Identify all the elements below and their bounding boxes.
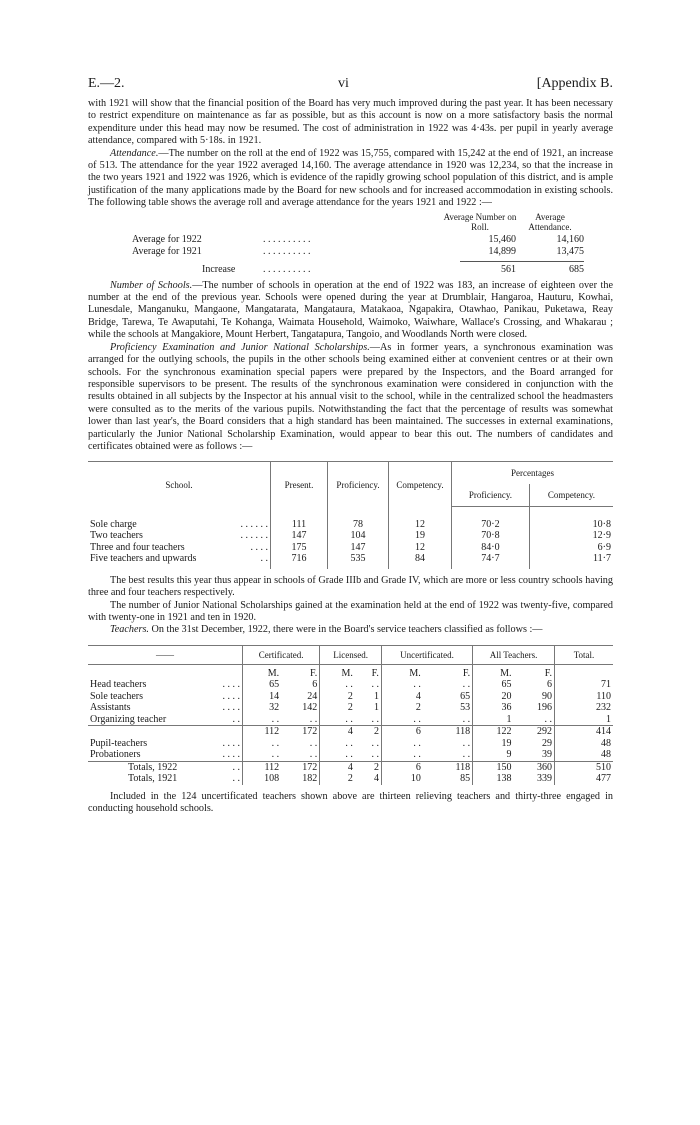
school-type: Five teachers and upwards (90, 553, 197, 565)
f-label: F. (544, 667, 552, 679)
lm-cell: . . (320, 714, 355, 726)
table-row (88, 773, 613, 785)
leader-dots: . . (232, 713, 240, 725)
leader-dots: . . (232, 773, 240, 785)
table-row (88, 519, 613, 531)
af-cell: 29 (542, 737, 552, 749)
col-all-teachers: All Teachers. (473, 645, 555, 664)
paragraph-scholarships: The number of Junior National Scholarships gained at the examination held at the end of 1922 was twenty-five, compared with twenty-one in 1921 and ten in 1920. (88, 599, 613, 624)
lm-cell: 2 (320, 773, 355, 785)
table-row (88, 553, 613, 565)
leader-dots: . . . . . . . . . . (263, 263, 311, 275)
teachers-heading: Teachers. (110, 624, 149, 636)
cm-cell: 65 (243, 679, 282, 691)
um-cell: 6 (381, 761, 422, 773)
um-cell: . . (381, 749, 422, 761)
header-right: [Appendix B. (536, 76, 613, 91)
present-cell: 147 (271, 530, 328, 542)
af-cell: 6 (547, 679, 552, 691)
m-label: M. (243, 664, 282, 679)
uf-cell: . . (462, 737, 471, 749)
paragraph-proficiency (88, 342, 613, 454)
teachers-subtotal (88, 726, 613, 738)
proficiency-cell: 104 (328, 530, 389, 542)
row-label: Pupil-teachers (90, 737, 148, 749)
col-present: Present. (271, 462, 328, 507)
increase-label: Increase (202, 263, 236, 275)
um-cell: 2 (381, 702, 422, 714)
row-label: Assistants (90, 702, 131, 714)
um-cell: 4 (381, 691, 422, 703)
col-certificated: Certificated. (243, 645, 320, 664)
leader-dots: . . . . (222, 749, 240, 761)
table-row (88, 761, 613, 773)
col-blank: —— (88, 645, 243, 664)
af-cell: 339 (537, 773, 552, 785)
cf-cell: . . (309, 713, 318, 725)
present-cell: 111 (271, 519, 328, 531)
table-row (88, 530, 613, 542)
row-label: Probationers (90, 749, 141, 761)
pct-competency-cell: 12·9 (529, 530, 613, 542)
af-cell: 90 (542, 690, 552, 702)
table-row (88, 679, 613, 691)
um-cell: . . (381, 714, 422, 726)
pct-proficiency-cell: 70·8 (452, 530, 530, 542)
leader-dots: . . . . . . . . . . (263, 245, 311, 257)
t-cell: 110 (555, 691, 614, 703)
attendance-col-roll: Average Number on Roll. (443, 211, 517, 232)
af-cell: 196 (537, 702, 552, 714)
lm-cell: . . (320, 679, 355, 691)
school-type: Sole charge (90, 518, 137, 530)
attendance-row (88, 234, 613, 246)
am-cell: 1 (473, 714, 514, 726)
uf-cell: . . (462, 749, 471, 761)
cm-cell: . . (243, 749, 282, 761)
leader-dots: . . . . (222, 679, 240, 691)
leader-dots: . . . . . . (240, 530, 268, 542)
lf-cell: 1 (373, 702, 379, 714)
leader-dots: . . (232, 761, 240, 773)
page-header (88, 76, 613, 98)
am-cell: 122 (473, 726, 514, 738)
attendance-row (88, 246, 613, 258)
attendance-col-att: Average Attendance. (528, 211, 572, 232)
t-cell: 232 (555, 702, 614, 714)
leader-dots: . . . . . . (240, 518, 268, 530)
f-label: F. (309, 667, 318, 679)
proficiency-cell: 78 (328, 519, 389, 531)
am-cell: 150 (473, 761, 514, 773)
t-cell: 477 (555, 773, 614, 785)
school-type: Three and four teachers (90, 541, 185, 553)
table-row (88, 714, 613, 726)
teachers-table (88, 645, 613, 785)
f-label: F. (462, 667, 471, 679)
lf-cell: 2 (355, 726, 382, 738)
col-pct-competency: Competency. (529, 484, 613, 507)
col-proficiency: Proficiency. (328, 462, 389, 507)
paragraph-schools (88, 280, 613, 342)
row-label: Average for 1921 (132, 245, 202, 257)
table-row (88, 702, 613, 714)
lf-cell: . . (371, 737, 379, 749)
am-cell: 20 (473, 691, 514, 703)
uf-cell: . . (462, 713, 471, 725)
col-total: Total. (555, 645, 614, 664)
school-type: Two teachers (90, 530, 143, 542)
am-cell: 19 (473, 738, 514, 750)
am-cell: 138 (473, 773, 514, 785)
row-label: Totals, 1921 (128, 773, 178, 785)
um-cell: . . (381, 738, 422, 750)
t-cell: 48 (555, 738, 614, 750)
competency-cell: 84 (389, 553, 452, 565)
attendance-heading: Attendance. (110, 147, 159, 159)
table-row (88, 726, 613, 738)
col-school: School. (88, 462, 271, 507)
cm-cell: 14 (243, 691, 282, 703)
competency-cell: 12 (389, 542, 452, 554)
paragraph-teachers (88, 624, 613, 636)
pct-proficiency-cell: 84·0 (452, 542, 530, 554)
cm-cell: 108 (243, 773, 282, 785)
lf-cell: . . (371, 679, 379, 691)
t-cell: 71 (555, 679, 614, 691)
cf-cell: 6 (312, 679, 318, 691)
attendance-text: —The number on the roll at the end of 1922 was 15,755, compared with 15,242 at the end of 1921, an increase of 513. The attendance for the year 1922 averaged 14,160. The average attendance in 1920 was 12,234, so that the increase in the two years 1921 and 1922 was 1926, which is evidence of the rapidly growing school population of this district, and is ample justification of the many applications made by the Board for new schools and for increased accommodation in existing schools. The following table shows the average roll and average attendance for the years 1921 and 1922 :— (88, 147, 613, 209)
teachers-group-pupil (88, 738, 613, 762)
header-left: E.—2. (88, 76, 125, 91)
table-row (88, 738, 613, 750)
paragraph-finance: with 1921 will show that the financial position of the Board has very much improved during the past year. It has been necessary to restrict expenditure on maintenance as far as possible, but as this account is now on a more satisfactory basis the normal expenditure under this head may now be resumed. The cost of administration in 1922 was 4·43s. per pupil in yearly average attendance, compared with 5·18s. in 1921. (88, 98, 613, 147)
leader-dots: . . . . . . . . . . (263, 233, 311, 245)
cm-cell: . . (243, 714, 282, 726)
cf-cell: 172 (281, 761, 320, 773)
pct-proficiency-cell: 70·2 (452, 519, 530, 531)
col-percentages: Percentages (452, 462, 614, 485)
att-value: 13,475 (556, 245, 584, 257)
uf-cell: 53 (460, 702, 471, 714)
uf-cell: 85 (460, 773, 471, 785)
cf-cell: 182 (302, 773, 318, 785)
t-cell: 1 (555, 714, 614, 726)
teachers-group-main (88, 679, 613, 726)
cf-cell: 24 (307, 690, 318, 702)
af-cell: 360 (514, 761, 555, 773)
cm-cell: 32 (243, 702, 282, 714)
competency-cell: 12 (389, 519, 452, 531)
lm-cell: . . (320, 738, 355, 750)
um-cell: 10 (381, 773, 422, 785)
roll-value: 15,460 (488, 233, 516, 245)
cf-cell: . . (309, 737, 318, 749)
af-cell: 39 (542, 749, 552, 761)
table-row (88, 542, 613, 554)
t-cell: 414 (555, 726, 614, 738)
uf-cell: . . (462, 679, 471, 691)
am-cell: 65 (473, 679, 514, 691)
increase-att: 685 (569, 263, 584, 275)
proficiency-heading: Proficiency Examination and Junior National Scholarships. (110, 341, 370, 353)
table-row (88, 749, 613, 761)
uf-cell: 118 (423, 726, 473, 738)
lf-cell: . . (371, 713, 379, 725)
row-label: Average for 1922 (132, 233, 202, 245)
leader-dots: . . . . (222, 737, 240, 749)
exam-results-table (88, 461, 613, 569)
pct-competency-cell: 10·8 (529, 519, 613, 531)
proficiency-text: —As in former years, a synchronous examination was arranged for the outlying schools, the pupils in the other schools being examined either at convenient centres or at their own schools. For the synchronous examination special papers were prepared by the Inspectors, and the Board arranged for responsible supervisors to be present. The results of the synchronous examination were considered in conjunction with the results obtained in all subjects by the Inspector at his annual visit to the school, while in the centralized school the headmasters were consulted as to the merits of the various pupils. Notwithstanding the fact that the percentage of results was somewhat lower than last year's, the Board considers that a high standard has been maintained. The successes in external examinations, particularly the Junior National Scholarship Examination, would appear to bear this out. The numbers of candidates and certificates obtained were as follows :— (88, 341, 613, 452)
proficiency-cell: 535 (328, 553, 389, 565)
lm-cell: 2 (320, 691, 355, 703)
row-label: Totals, 1922 (128, 761, 178, 773)
att-value: 14,160 (556, 233, 584, 245)
m-label: M. (381, 664, 422, 679)
leader-dots: . . . . (222, 702, 240, 714)
lm-cell: . . (320, 749, 355, 761)
table-row (88, 691, 613, 703)
t-cell: 48 (555, 749, 614, 761)
m-label: M. (320, 664, 355, 679)
am-cell: 9 (473, 749, 514, 761)
cm-cell: 112 (243, 726, 282, 738)
cm-cell: 112 (243, 761, 282, 773)
col-pct-proficiency: Proficiency. (452, 484, 530, 507)
um-cell: 6 (381, 726, 422, 738)
cf-cell: 142 (302, 702, 318, 714)
sum-rule (460, 261, 584, 262)
teachers-totals (88, 761, 613, 785)
increase-roll: 561 (501, 263, 516, 275)
col-competency: Competency. (389, 462, 452, 507)
cf-cell: . . (309, 749, 318, 761)
pct-competency-cell: 6·9 (529, 542, 613, 554)
cf-cell: 172 (281, 726, 320, 738)
cm-cell: . . (243, 738, 282, 750)
present-cell: 175 (271, 542, 328, 554)
lm-cell: 4 (320, 726, 355, 738)
lf-cell: 4 (373, 773, 379, 785)
attendance-table (88, 212, 613, 276)
row-label: Head teachers (90, 679, 147, 691)
proficiency-cell: 147 (328, 542, 389, 554)
uf-cell: 65 (460, 690, 471, 702)
col-uncertificated: Uncertificated. (381, 645, 472, 664)
schools-heading: Number of Schools. (110, 279, 193, 291)
af-cell: . . (544, 713, 552, 725)
page (88, 76, 613, 816)
roll-value: 14,899 (488, 245, 516, 257)
competency-cell: 19 (389, 530, 452, 542)
pct-competency-cell: 11·7 (529, 553, 613, 565)
pct-proficiency-cell: 74·7 (452, 553, 530, 565)
leader-dots: . . . . (222, 690, 240, 702)
page-number: vi (338, 76, 349, 91)
lf-cell: 1 (373, 690, 379, 702)
attendance-increase-row (88, 264, 613, 276)
lm-cell: 4 (320, 761, 355, 773)
paragraph-best-results: The best results this year thus appear in schools of Grade IIIb and Grade IV, which are more or less country schools having three and four teachers respectively. (88, 574, 613, 599)
f-label: F. (371, 667, 379, 679)
present-cell: 716 (271, 553, 328, 565)
m-label: M. (473, 664, 514, 679)
schools-text: —The number of schools in operation at the end of 1922 was 183, an increase of eighteen over the number at the end of the previous year. Schools were opened during the year at Drumblair, Hangaroa, Hauturu, Kowhai, Lunesdale, Manganuku, Mangaone, Mangatarata, Mangataura, Matakaoa, Ngapakira, Otawhao, Panikau, Puketawa, Reay Bridge, Tarewa, Te Awaputahi, Te Kohanga, Waimata Household, Waimoko, Waiwhare, Wallace's Crossing, and Whakarau ; while the schools at Mangakiore, Mount Herbert, Tangatapura, Tangoio, and Woodlands North were closed. (88, 279, 614, 341)
leader-dots: . . . . (250, 541, 268, 553)
col-licensed: Licensed. (320, 645, 382, 664)
lf-cell: 2 (355, 761, 382, 773)
teachers-text: On the 31st December, 1922, there were in the Board's service teachers classified as follows :— (151, 624, 543, 636)
row-label: Sole teachers (90, 690, 144, 702)
paragraph-uncertificated: Included in the 124 uncertificated teachers shown above are thirteen relieving teachers and thirty-three engaged in conducting household schools. (88, 790, 613, 815)
mf-row (88, 664, 613, 679)
leader-dots: . . (260, 553, 268, 565)
am-cell: 36 (473, 702, 514, 714)
uf-cell: 118 (423, 761, 473, 773)
um-cell: . . (381, 679, 422, 691)
lm-cell: 2 (320, 702, 355, 714)
lf-cell: . . (371, 749, 379, 761)
af-cell: 292 (514, 726, 555, 738)
t-cell: 510 (555, 761, 614, 773)
paragraph-attendance (88, 148, 613, 210)
row-label: Organizing teacher (90, 713, 167, 725)
